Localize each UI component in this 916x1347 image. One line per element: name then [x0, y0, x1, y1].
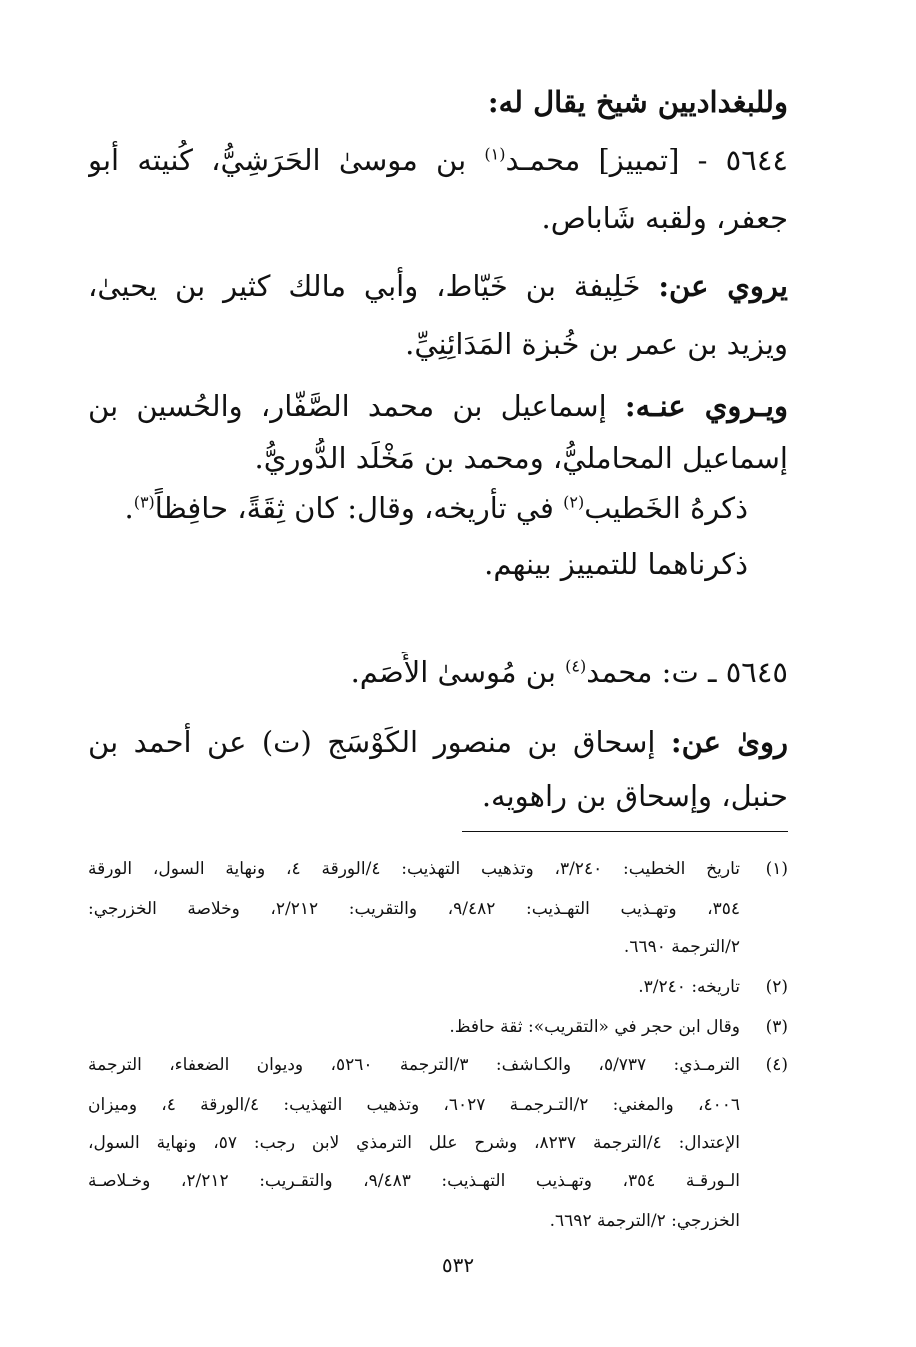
- entry-5645-line-1: [88, 652, 788, 692]
- entry-5644-kunya: جعفر، ولقبه شَاباص.: [541, 201, 788, 235]
- rawa-an-text-2: حنبل، وإسحاق بن راهويه.: [481, 779, 788, 813]
- footnote-ref-1[interactable]: (١): [484, 144, 506, 164]
- footnote-3-number: (٣): [765, 1017, 788, 1037]
- entry-5644-line-1: [88, 140, 788, 180]
- footnote-3-text-1: وقال ابن حجر في «التقريب»: ثقة حافظ.: [449, 1017, 740, 1037]
- entry-5644-line-2: [88, 198, 788, 238]
- entry-5644-anhu-line-1: [88, 386, 788, 426]
- entry-5645-rawa-line-2: [88, 776, 788, 816]
- yarwi-an-label: يروي عن:: [658, 269, 788, 303]
- entry-5644-yarwi-line-1: [88, 266, 788, 306]
- footnote-3-line-1: [88, 1012, 740, 1042]
- entry-5644-number-name: ٥٦٤٤ - [تمييز] محمـد: [505, 143, 788, 177]
- footnote-ref-2[interactable]: (٢): [563, 492, 585, 512]
- footnote-4-text-4: الـورقـة ٣٥٤، وتهـذيب التهـذيب: ٩/٤٨٣، والتقـريب: ٢/٢١٢، وخـلاصـة: [88, 1171, 740, 1191]
- footnote-4-line-1: [88, 1050, 740, 1080]
- footnote-1-line-3: [88, 932, 740, 962]
- entry-5644-tamyiz: [88, 544, 748, 584]
- rawa-an-text-1: إسحاق بن منصور الكَوْسَج (ت) عن أحمد بن: [88, 725, 671, 759]
- yarwi-anhu-text-1: إسماعيل بن محمد الصَّفّار، والحُسين بن: [88, 389, 625, 423]
- page-number: ٥٣٢: [441, 1253, 475, 1277]
- footnote-4-text-2: ٤٠٠٦، والمغني: ٢/التـرجمـة ٦٠٢٧، وتذهيب التهذيب: ٤/الورقة ٤، وميزان: [88, 1095, 740, 1115]
- heading-text: وللبغداديين شيخ يقال له:: [487, 85, 788, 119]
- footnote-4-text-1: الترمـذي: ٥/٧٣٧، والكـاشف: ٣/الترجمة ٥٢٦٠، وديوان الضعفاء، الترجمة: [88, 1055, 740, 1075]
- rawa-an-label: روىٰ عن:: [670, 725, 788, 759]
- entry-5644-name-rest: بن موسىٰ الحَرَشِيُّ، كُنيته أبو: [88, 143, 485, 177]
- section-heading: [88, 82, 788, 122]
- entry-5644-anhu-line-2: [88, 438, 788, 478]
- footnote-4-line-3: [88, 1128, 740, 1158]
- yarwi-an-text-2: ويزيد بن عمر بن خُبزة المَدَائِنِيِّ.: [405, 327, 788, 361]
- entry-5645-name-rest: بن مُوسىٰ الأَصَم.: [350, 655, 566, 689]
- footnote-4-line-4: [88, 1166, 740, 1196]
- footnote-4-line-5: [88, 1206, 740, 1236]
- footnote-ref-4[interactable]: (٤): [565, 656, 587, 676]
- footnote-4-text-3: الإعتدال: ٤/الترجمة ٨٢٣٧، وشرح علل الترمذي لابن رجب: ٥٧، ونهاية السول،: [88, 1133, 740, 1153]
- footnote-4-number: (٤): [765, 1055, 788, 1075]
- yarwi-an-text-1: خَلِيفة بن خَيّاط، وأبي مالك كثير بن يحيىٰ،: [88, 269, 659, 303]
- footnote-1-text-1: تاريخ الخطيب: ٣/٢٤٠، وتذهيب التهذيب: ٤/الورقة ٤، ونهاية السول، الورقة: [88, 859, 740, 879]
- entry-5645-rawa-line-1: [88, 722, 788, 762]
- yarwi-anhu-label: ويـروي عنـه:: [624, 389, 788, 423]
- footnote-1-line-1: [88, 854, 740, 884]
- footnote-2-line-1: [88, 972, 740, 1002]
- entry-5644-dhakara: [88, 488, 748, 528]
- dhakara-text-c: .: [124, 491, 134, 525]
- yarwi-anhu-text-2: إسماعيل المحامليُّ، ومحمد بن مَخْلَد الدُّوريُّ.: [254, 441, 788, 475]
- entry-5645-number-name: ٥٦٤٥ ـ ت: محمد: [586, 655, 788, 689]
- footnote-4-line-2: [88, 1090, 740, 1120]
- dhakara-text-b: في تأريخه، وقال: كان ثِقَةً، حافِظاً: [154, 491, 564, 525]
- footnote-separator: [462, 831, 788, 832]
- footnote-1-text-3: ٢/الترجمة ٦٦٩٠.: [623, 937, 740, 957]
- footnote-1-line-2: [88, 894, 740, 924]
- footnote-1-text-2: ٣٥٤، وتهـذيب التهـذيب: ٩/٤٨٢، والتقريب: ٢/٢١٢، وخلاصة الخزرجي:: [88, 899, 740, 919]
- footnote-2-number: (٢): [765, 977, 788, 997]
- tamyiz-note: ذكرناهما للتمييز بينهم.: [484, 547, 748, 581]
- footnote-ref-3[interactable]: (٣): [133, 492, 155, 512]
- footnote-4-text-5: الخزرجي: ٢/الترجمة ٦٦٩٢.: [549, 1211, 740, 1231]
- dhakara-text-a: ذكرهُ الخَطيب: [584, 491, 748, 525]
- footnote-2-text-1: تاريخه: ٣/٢٤٠.: [638, 977, 740, 997]
- entry-5644-yarwi-line-2: [88, 324, 788, 364]
- footnote-1-number: (١): [765, 859, 788, 879]
